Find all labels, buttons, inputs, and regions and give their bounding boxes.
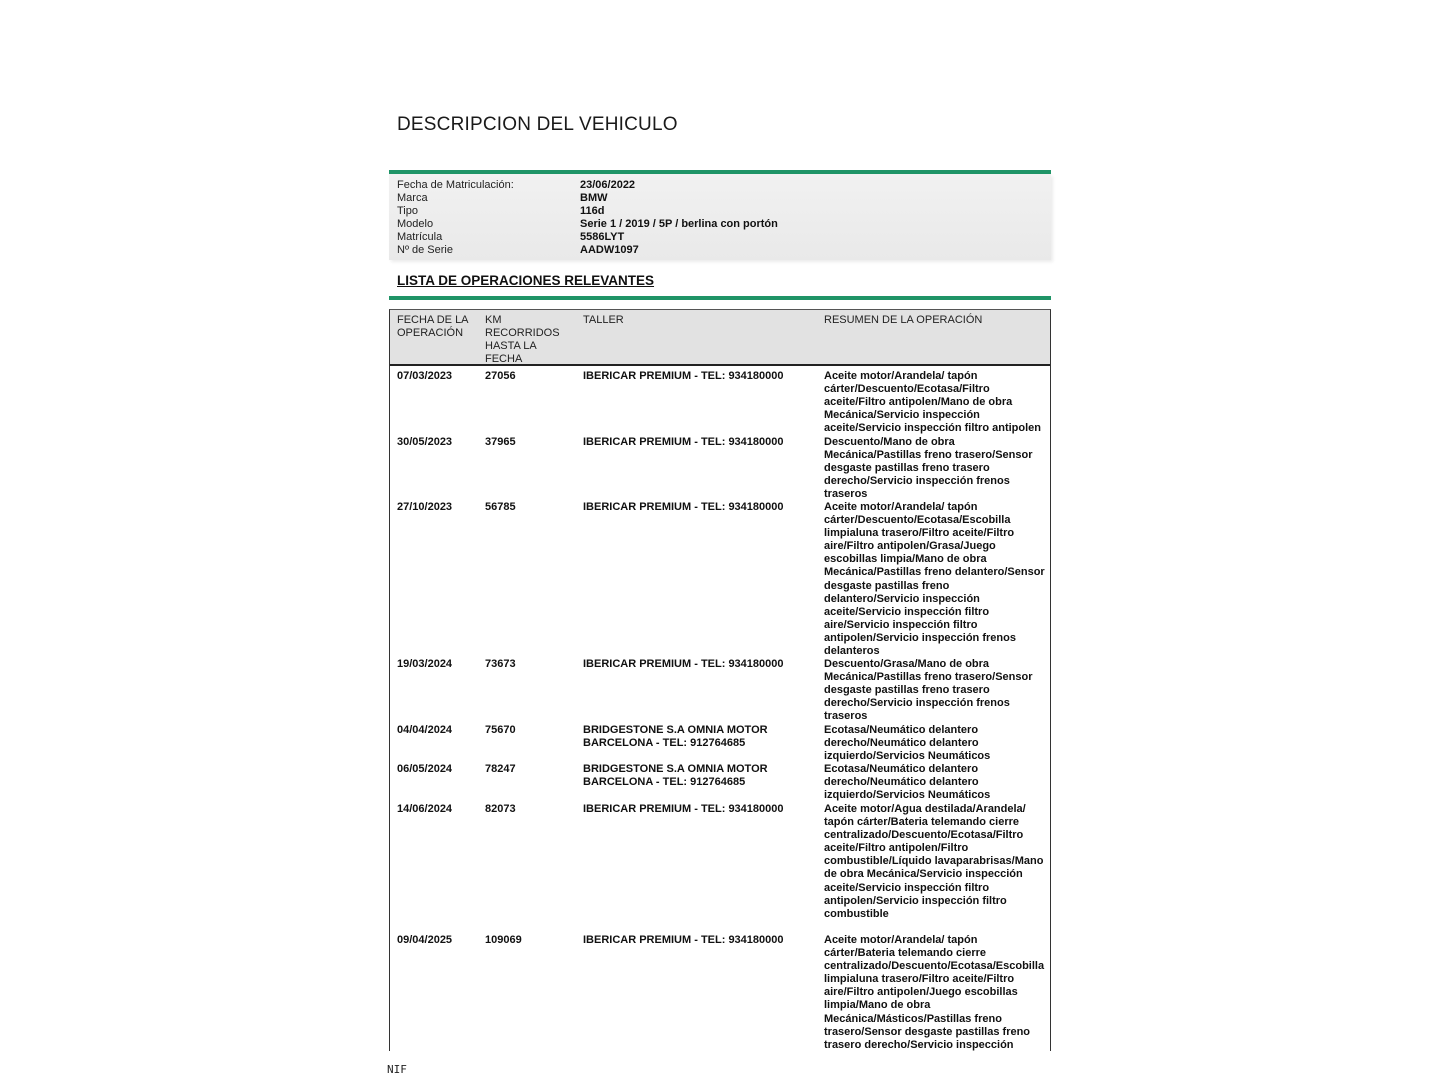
header-summary: RESUMEN DE LA OPERACIÓN (824, 314, 983, 326)
operation-date: 14/06/2024 (397, 803, 453, 815)
vehicle-field-value: BMW (580, 192, 608, 204)
operation-km: 78247 (485, 763, 516, 775)
vehicle-field-label: Modelo (397, 218, 434, 230)
table-header (390, 310, 1050, 366)
vehicle-field-label: Tipo (397, 205, 418, 217)
operation-summary: Aceite motor/Arandela/ tapón cárter/Descuento/Ecotasa/Filtro aceite/Filtro antipolen/Mano de obra Mecánica/Servicio inspección aceite/Servicio inspección filtro antipolen (824, 370, 1042, 435)
operation-date: 06/05/2024 (397, 763, 453, 775)
operation-workshop: IBERICAR PREMIUM - TEL: 934180000 (583, 803, 784, 815)
operation-km: 37965 (485, 436, 516, 448)
operation-summary: Aceite motor/Agua destilada/Arandela/ tapón cárter/Bateria telemando cierre centralizado/Descuento/Ecotasa/Filtro aceite/Filtro antipolen/Filtro combustible/Líquido lavaparabrisas/Mano de obra Mecánica/Servicio inspección aceite/Servicio inspección filtro antipolen/Servicio inspección filtro combustible (824, 803, 1044, 920)
operation-date: 19/03/2024 (397, 658, 453, 670)
operations-table (389, 309, 1051, 1051)
operation-date: 07/03/2023 (397, 370, 453, 382)
operation-date: 09/04/2025 (397, 934, 453, 946)
table-green-rule (389, 296, 1051, 300)
header-workshop: TALLER (583, 314, 624, 326)
operation-summary: Descuento/Mano de obra Mecánica/Pastillas freno trasero/Sensor desgaste pastillas freno trasero derecho/Servicio inspección frenos traseros (824, 436, 1033, 501)
operation-workshop: IBERICAR PREMIUM - TEL: 934180000 (583, 501, 784, 513)
operation-date: 04/04/2024 (397, 724, 453, 736)
operation-workshop: BRIDGESTONE S.A OMNIA MOTOR BARCELONA - TEL: 912764685 (583, 763, 768, 789)
page-title: DESCRIPCION DEL VEHICULO (397, 114, 678, 135)
operation-km: 56785 (485, 501, 516, 513)
header-km: KM RECORRIDOS HASTA LA FECHA (485, 314, 560, 365)
vehicle-field-label: Matrícula (397, 231, 443, 243)
footer-nif: NIF (387, 1063, 407, 1076)
operation-summary: Ecotasa/Neumático delantero derecho/Neumático delantero izquierdo/Servicios Neumáticos (824, 763, 991, 802)
operation-workshop: IBERICAR PREMIUM - TEL: 934180000 (583, 658, 784, 670)
vehicle-field-value: AADW1097 (580, 244, 639, 256)
operation-km: 27056 (485, 370, 516, 382)
operation-summary: Descuento/Grasa/Mano de obra Mecánica/Pastillas freno trasero/Sensor desgaste pastillas freno trasero derecho/Servicio inspección frenos traseros (824, 658, 1033, 723)
vehicle-field-value: 116d (580, 205, 605, 217)
operation-km: 82073 (485, 803, 516, 815)
vehicle-field-value: 5586LYT (580, 231, 625, 243)
vehicle-field-label: Marca (397, 192, 428, 204)
operations-section-title: LISTA DE OPERACIONES RELEVANTES (397, 273, 655, 288)
operation-workshop: IBERICAR PREMIUM - TEL: 934180000 (583, 370, 784, 382)
operation-date: 27/10/2023 (397, 501, 453, 513)
operation-date: 30/05/2023 (397, 436, 453, 448)
vehicle-field-label: Nº de Serie (397, 244, 453, 256)
operation-workshop: IBERICAR PREMIUM - TEL: 934180000 (583, 934, 784, 946)
operation-workshop: IBERICAR PREMIUM - TEL: 934180000 (583, 436, 784, 448)
operation-km: 75670 (485, 724, 516, 736)
vehicle-field-value: 23/06/2022 (580, 179, 636, 191)
operation-km: 73673 (485, 658, 516, 670)
operation-km: 109069 (485, 934, 522, 946)
vehicle-field-label: Fecha de Matriculación: (397, 179, 514, 191)
vehicle-info-box (389, 174, 1051, 260)
operation-summary: Aceite motor/Arandela/ tapón cárter/Bateria telemando cierre centralizado/Descuento/Ecotasa/Escobilla limpialuna trasero/Filtro aceite/Filtro aire/Filtro antipolen/Juego escobillas limpia/Mano de obra Mecánica/Másticos/Pastillas freno trasero/Sensor desgaste pastillas freno trasero derecho/Servicio inspección (824, 934, 1045, 1051)
operation-summary: Aceite motor/Arandela/ tapón cárter/Descuento/Ecotasa/Escobilla limpialuna trasero/Filtro aceite/Filtro aire/Filtro antipolen/Grasa/Juego escobillas limpia/Mano de obra Mecánica/Pastillas freno delantero/Sensor desgaste pastillas freno delantero/Servicio inspección aceite/Servicio inspección filtro aire/Servicio inspección filtro antipolen/Servicio inspección frenos delanteros (824, 501, 1045, 658)
header-date: FECHA DE LA OPERACIÓN (397, 314, 468, 339)
operation-workshop: BRIDGESTONE S.A OMNIA MOTOR BARCELONA - TEL: 912764685 (583, 724, 768, 750)
vehicle-field-value: Serie 1 / 2019 / 5P / berlina con portón (580, 218, 778, 230)
operation-summary: Ecotasa/Neumático delantero derecho/Neumático delantero izquierdo/Servicios Neumáticos (824, 724, 991, 763)
